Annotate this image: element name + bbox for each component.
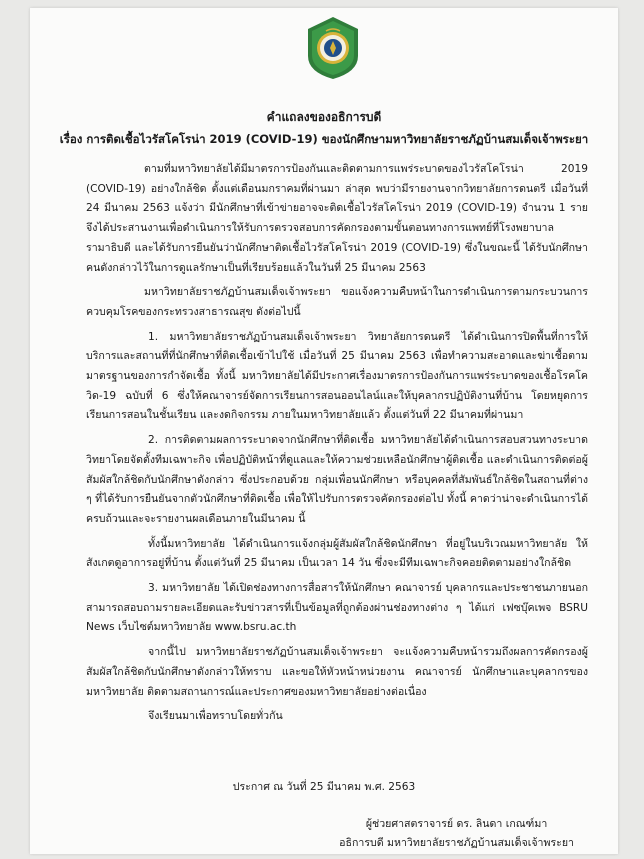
document-header — [30, 108, 618, 148]
document-subject: เรื่อง การติดเชื้อไวรัสโคโรน่า 2019 (COVID-19) ของนักศึกษามหาวิทยาลัยราชภัฏบ้านสมเด็จเจ้าพระยา — [59, 132, 589, 146]
paragraph-intro: ตามที่มหาวิทยาลัยได้มีมาตรการป้องกันและติดตามการแพร่ระบาดของไวรัสโคโรน่า 2019 (COVID-19) อย่างใกล้ชิด ตั้งแต่เดือนมกราคมที่ผ่านมา ล่าสุด พบว่ามีรายงานจากวิทยาลัยการดนตรี เมื่อวันที่ 24 มีนาคม 2563 แจ้งว่า มีนักศึกษาที่เข้าข่ายอาจจะติดเชื้อไวรัสโคโรน่า 2019 (COVID-19) จำนวน 1 ราย จึงได้ประสานงานเพื่อดำเนินการให้รับการตรวจสอบการคัดกรองตามขั้นตอนทางการแพทย์ที่โรงพยาบาลรามาธิบดี และได้รับการยืนยันว่านักศึกษาติดเชื้อไวรัสโคโรน่า 2019 (COVID-19) ซึ่งในขณะนี้ ได้รับนักศึกษาคนดังกล่าวไว้ในการดูแลรักษาเป็นที่เรียบร้อยแล้วในวันที่ 25 มีนาคม 2563 — [86, 163, 588, 274]
announcement-date: ประกาศ ณ วันที่ 25 มีนาคม พ.ศ. 2563 — [232, 781, 416, 793]
signature-block — [339, 815, 574, 853]
document-body — [86, 160, 588, 728]
paragraph-closing: จึงเรียนมาเพื่อทราบโดยทั่วกัน — [148, 710, 283, 723]
paragraph-followup: จากนี้ไป มหาวิทยาลัยราชภัฏบ้านสมเด็จเจ้าพระยา จะแจ้งความคืบหน้ารวมถึงผลการคัดกรองผู้สัมผัสใกล้ชิดกับนักศึกษาดังกล่าวให้ทราบ และขอให้หัวหน้าหน่วยงาน คณาจารย์ นักศึกษาและบุคลากรของมหาวิทยาลัย ติดตามสถานการณ์และประกาศของมหาวิทยาลัยอย่างต่อเนื่อง — [86, 646, 588, 698]
signer-name: ผู้ช่วยศาสตราจารย์ ดร. ลินดา เกณฑ์มา — [365, 818, 548, 830]
paragraph-item-2-note: ทั้งนี้มหาวิทยาลัย ได้ดำเนินการแจ้งกลุ่มผู้สัมผัสใกล้ชิดนักศึกษา ที่อยู่ในบริเวณมหาวิทยาลัย ให้สังเกตดูอาการอยู่ที่บ้าน ตั้งแต่วันที่ 25 มีนาคม เป็นเวลา 14 วัน ซึ่งจะมีทีมเฉพาะกิจคอยติดตามอย่างใกล้ชิด — [86, 537, 588, 570]
paragraph-item-3: 3. มหาวิทยาลัย ได้เปิดช่องทางการสื่อสารให้นักศึกษา คณาจารย์ บุคลากรและประชาชนภายนอกสามารถสอบถามรายละเอียดและรับข่าวสารที่เป็นข้อมูลที่ถูกต้องผ่านช่องทางต่าง ๆ ได้แก่ เฟซบุ๊คเพจ BSRU News เว็บไซต์มหาวิทยาลัย www.bsru.ac.th — [86, 582, 588, 634]
paragraph-item-1: 1. มหาวิทยาลัยราชภัฏบ้านสมเด็จเจ้าพระยา วิทยาลัยการดนตรี ได้ดำเนินการปิดพื้นที่การให้บริการและสถานที่ที่นักศึกษาที่ติดเชื้อเข้าไปใช้ เมื่อวันที่ 25 มีนาคม 2563 เพื่อทำความสะอาดและฆ่าเชื้อตามมาตรฐานของการกำจัดเชื้อ ทั้งนี้ มหาวิทยาลัยได้มีประกาศเรื่องมาตรการป้องกันการแพร่ระบาดของเชื้อโรคโควิด-19 ฉบับที่ 6 ซึ่งให้คณาจารย์จัดการเรียนการสอนออนไลน์และให้บุคลากรปฏิบัติงานที่บ้าน โดยหยุดการเรียนการสอนในชั้นเรียน และงดกิจกรรม ภายในมหาวิทยาลัยแล้ว ตั้งแต่วันที่ 22 มีนาคมที่ผ่านมา — [86, 330, 588, 422]
university-seal-icon — [306, 16, 360, 80]
document-page — [30, 8, 618, 854]
paragraph-progress: มหาวิทยาลัยราชภัฏบ้านสมเด็จเจ้าพระยา ขอแจ้งความคืบหน้าในการดำเนินการตามกระบวนการควบคุมโรคของกระทรวงสาธารณสุข ดังต่อไปนี้ — [86, 286, 588, 318]
paragraph-item-2: 2. การติดตามผลการระบาดจากนักศึกษาที่ติดเชื้อ มหาวิทยาลัยได้ดำเนินการสอบสวนทางระบาดวิทยาโดยจัดตั้งทีมเฉพาะกิจ เพื่อปฏิบัติหน้าที่ดูแลและให้ความช่วยเหลือนักศึกษาผู้ติดเชื้อ และดำเนินการติดต่อผู้สัมผัสใกล้ชิดกับนักศึกษาดังกล่าว ซึ่งประกอบด้วย กลุ่มเพื่อนนักศึกษา หรือบุคคลที่สัมพันธ์ใกล้ชิดในสถานที่ต่าง ๆ ที่ได้รับการยืนยันจากตัวนักศึกษาที่ติดเชื้อ เพื่อให้ไปรับการตรวจคัดกรองต่อไป ทั้งนี้ คาดว่าน่าจะดำเนินการได้ครบถ้วนและจะรายงานผลเดือนภายในมีนาคม นี้ — [86, 434, 588, 525]
signer-position: อธิการบดี มหาวิทยาลัยราชภัฏบ้านสมเด็จเจ้าพระยา — [339, 837, 574, 849]
document-title: คำแถลงของอธิการบดี — [266, 110, 382, 124]
